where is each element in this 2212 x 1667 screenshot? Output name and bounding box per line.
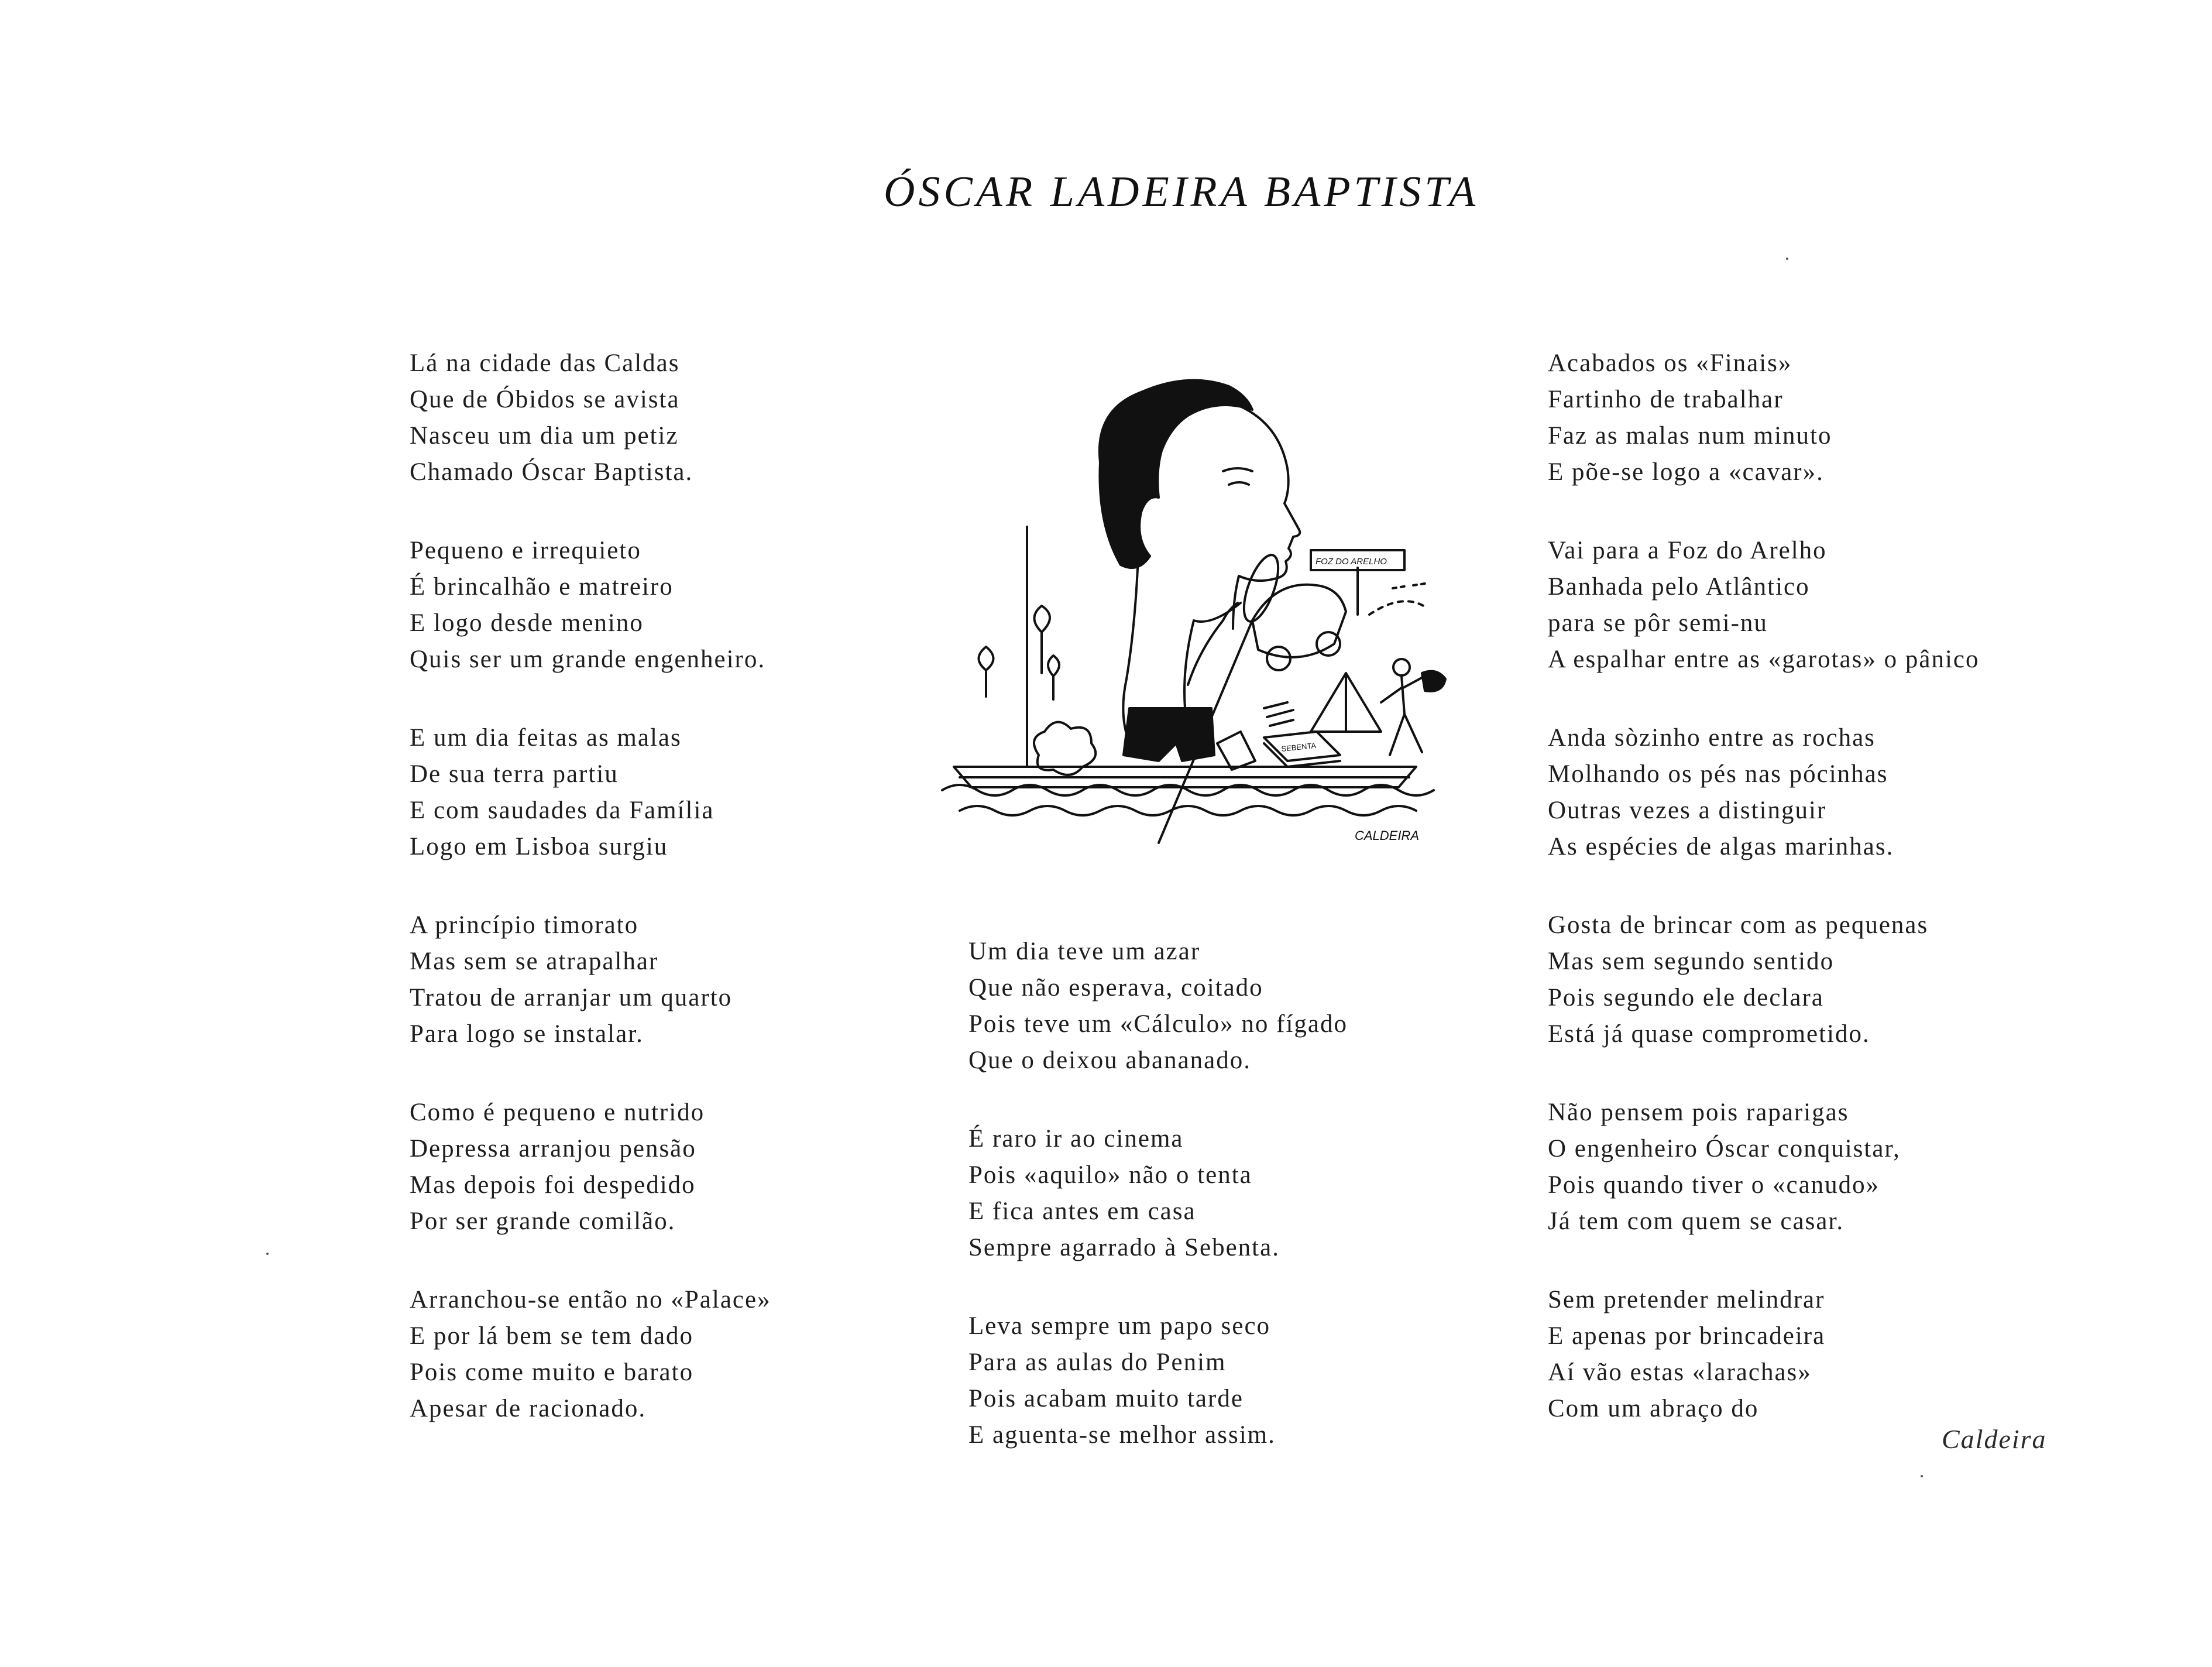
verse-line: Para as aulas do Penim	[968, 1349, 1227, 1376]
stanza	[1548, 533, 2063, 678]
verse-line: Com um abraço do	[1548, 1395, 1759, 1422]
verse-line: E põe-se logo a «cavar».	[1548, 458, 1824, 486]
verse-line: Que o deixou abananado.	[968, 1047, 1252, 1074]
tent-icon	[1311, 673, 1381, 732]
stanza	[410, 533, 925, 678]
stanza	[1548, 1282, 2063, 1427]
stanza	[410, 1095, 925, 1240]
verse-line: Um dia teve um azar	[968, 938, 1201, 965]
print-speck	[266, 1253, 269, 1255]
verse-line: Por ser grande comilão.	[410, 1208, 676, 1235]
verse-line: E por lá bem se tem dado	[410, 1322, 694, 1350]
verse-line: Que não esperava, coitado	[968, 974, 1263, 1001]
verse-line: Aí vão estas «larachas»	[1548, 1359, 1812, 1386]
stanza	[1548, 345, 2063, 491]
verse-line: Banhada pelo Atlântico	[1548, 573, 1810, 601]
verse-line: O engenheiro Óscar conquistar,	[1548, 1135, 1901, 1162]
verse-line: Gosta de brincar com as pequenas	[1548, 911, 1929, 939]
verse-line: Mas depois foi despedido	[410, 1171, 696, 1199]
verse-line: E aguenta-se melhor assim.	[968, 1421, 1276, 1449]
poem-column-left	[410, 345, 925, 1469]
verse-line: A princípio timorato	[410, 911, 639, 939]
print-speck	[1786, 258, 1788, 260]
verse-line: Pois acabam muito tarde	[968, 1385, 1244, 1412]
verse-line: Faz as malas num minuto	[1548, 422, 1832, 450]
verse-line: Chamado Óscar Baptista.	[410, 458, 693, 486]
verse-line: Sempre agarrado à Sebenta.	[968, 1234, 1280, 1261]
verse-line: Vai para a Foz do Arelho	[1548, 537, 1827, 564]
verse-line: Já tem com quem se casar.	[1548, 1208, 1845, 1235]
verse-line: Depressa arranjou pensão	[410, 1135, 696, 1162]
book-loose	[1217, 732, 1255, 770]
hair	[1100, 380, 1252, 568]
verse-line: E fica antes em casa	[968, 1198, 1196, 1225]
verse-line: para se pôr semi-nu	[1548, 609, 1768, 637]
verse-line: Lá na cidade das Caldas	[410, 349, 680, 377]
verse-line: Quis ser um grande engenheiro.	[410, 646, 766, 673]
verse-line: Pois come muito e barato	[410, 1359, 694, 1386]
verse-line: É raro ir ao cinema	[968, 1125, 1184, 1153]
stanza	[1548, 1095, 2063, 1240]
verse-line: Está já quase comprometido.	[1548, 1020, 1870, 1048]
verse-line: Pequeno e irrequieto	[410, 537, 641, 564]
verse-line: E um dia feitas as malas	[410, 724, 682, 752]
verse-line: Nasceu um dia um petiz	[410, 422, 679, 450]
speed-lines	[1264, 702, 1293, 726]
verse-line: Mas sem segundo sentido	[1548, 948, 1835, 975]
verse-line: Tratou de arranjar um quarto	[410, 984, 733, 1011]
signpost-text: FOZ DO ARELHO	[1315, 557, 1387, 567]
verse-line: Mas sem se atrapalhar	[410, 948, 659, 975]
tree-icon	[979, 647, 994, 697]
stanza	[1548, 720, 2063, 865]
stanza	[968, 934, 1483, 1079]
verse-line: Arranchou-se então no «Palace»	[410, 1286, 771, 1313]
verse-line: Molhando os pés nas pócinhas	[1548, 760, 1888, 788]
car-icon	[1252, 585, 1346, 657]
verse-line: Pois quando tiver o «canudo»	[1548, 1171, 1880, 1199]
verse-line: De sua terra partiu	[410, 760, 619, 788]
stanza	[410, 720, 925, 865]
artist-signature: CALDEIRA	[1355, 828, 1420, 843]
poem-column-right	[1548, 345, 2063, 1469]
verse-line: E logo desde menino	[410, 609, 644, 637]
stanza	[410, 345, 925, 491]
verse-line: E com saudades da Família	[410, 797, 715, 824]
verse-line: É brincalhão e matreiro	[410, 573, 674, 601]
verse-line: Anda sòzinho entre as rochas	[1548, 724, 1876, 752]
verse-line: Não pensem pois raparigas	[1548, 1099, 1849, 1126]
stanza	[968, 1121, 1483, 1266]
eye	[1229, 482, 1249, 485]
stanza	[410, 907, 925, 1052]
water-wave	[960, 806, 1416, 815]
verse-line: Sem pretender melindrar	[1548, 1286, 1825, 1313]
verse-line: As espécies de algas marinhas.	[1548, 833, 1894, 860]
verse-line: E apenas por brincadeira	[1548, 1322, 1826, 1350]
verse-line: Fartinho de trabalhar	[1548, 386, 1784, 413]
print-speck	[1921, 1475, 1923, 1477]
swim-trunks	[1124, 708, 1214, 761]
verse-line: Como é pequeno e nutrido	[410, 1099, 705, 1126]
poem-column-middle	[968, 934, 1483, 1496]
verse-line: Leva sempre um papo seco	[968, 1312, 1271, 1340]
caricature-illustration	[936, 357, 1451, 872]
verse-line: Apesar de racionado.	[410, 1395, 647, 1422]
book-label: SEBENTA	[1280, 740, 1317, 753]
verse-line: Que de Óbidos se avista	[410, 386, 680, 413]
verse-line: Pois teve um «Cálculo» no fígado	[968, 1010, 1348, 1038]
verse-line: Pois «aquilo» não o tenta	[968, 1161, 1252, 1189]
stanza	[410, 1282, 925, 1427]
verse-line: A espalhar entre as «garotas» o pânico	[1548, 646, 1980, 673]
verse-line: Outras vezes a distinguir	[1548, 797, 1827, 824]
verse-line: Pois segundo ele declara	[1548, 984, 1824, 1011]
eyebrow	[1223, 468, 1252, 471]
tree-icon	[1048, 656, 1059, 699]
stanza	[968, 1308, 1483, 1453]
page-title: ÓSCAR LADEIRA BAPTISTA	[884, 168, 1479, 216]
verse-line: Acabados os «Finais»	[1548, 349, 1792, 377]
runner-bag	[1422, 671, 1445, 691]
author-signature: Caldeira	[1942, 1424, 2047, 1454]
runner-head	[1393, 659, 1410, 675]
verse-line: Logo em Lisboa surgiu	[410, 833, 668, 860]
paddle	[1237, 551, 1285, 626]
runner-body	[1381, 676, 1425, 755]
verse-line: Para logo se instalar.	[410, 1020, 644, 1048]
stanza	[1548, 907, 2063, 1052]
